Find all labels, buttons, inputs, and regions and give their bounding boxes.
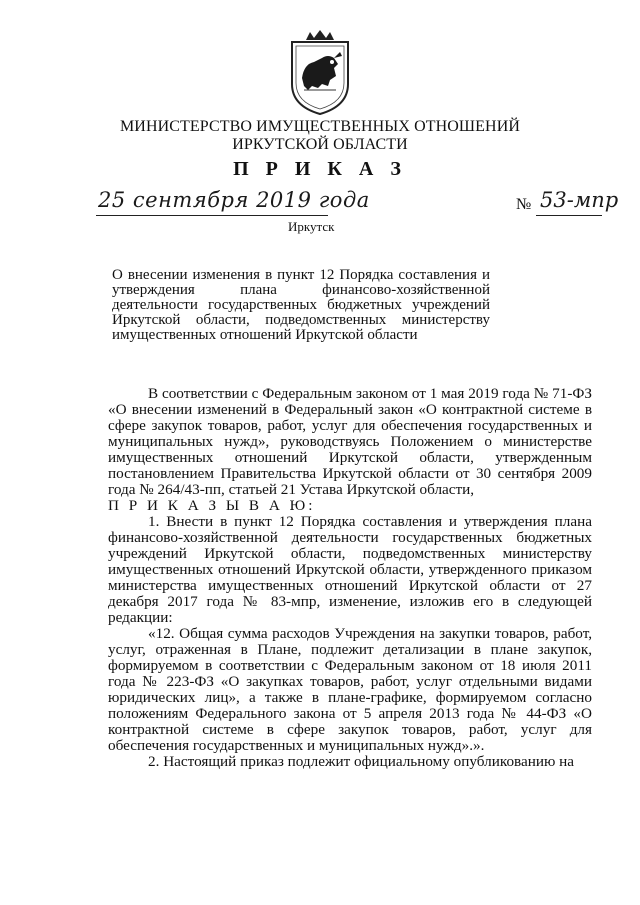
ministry-name-line2: ИРКУТСКОЙ ОБЛАСТИ bbox=[232, 136, 408, 153]
subject-line: Иркутской области, подведомственных министерству bbox=[112, 312, 490, 328]
quoted-amendment: «12. Общая сумма расходов Учреждения на закупки товаров, работ, услуг, отраженная в Плане, подлежит детализации в плане закупок, формируемом в соответствии с Федеральным законом от 18 июля 2011 года № 223-ФЗ «О закупках товаров, работ, услуг отдельными видами юридических лиц», а также в плане-графике, формируемом согласно положениям Федерального закона от 5 апреля 2013 года № 44-ФЗ «О контрактной системе в сфере закупок товаров, работ, услуг для обеспечения государственных и муниципальных нужд».». bbox=[108, 625, 592, 754]
coat-of-arms-emblem bbox=[284, 28, 356, 116]
number-sign: № bbox=[516, 196, 532, 213]
preamble-paragraph: В соответствии с Федеральным законом от 1 мая 2019 года № 71-ФЗ «О внесении изменений в Федеральный закон «О контрактной системе в сфере закупок товаров, работ, услуг для обеспечения государственных и муниципальных нужд», руководствуясь Положением о министерстве имущественных отношений Иркутской области, утвержденным постановлением Правительства Иркутской области от 30 сентября 2009 года № 264/43-пп, статьей 21 Устава Иркутской области, bbox=[108, 385, 592, 498]
subject-line: имущественных отношений Иркутской области bbox=[112, 327, 418, 343]
subject-line: утверждения плана финансово-хозяйственной bbox=[112, 282, 490, 298]
ministry-name-line1: МИНИСТЕРСТВО ИМУЩЕСТВЕННЫХ ОТНОШЕНИЙ bbox=[119, 118, 521, 135]
number-underline bbox=[536, 215, 602, 216]
order-subject bbox=[112, 268, 490, 343]
order-body bbox=[108, 386, 592, 770]
order-item-2: 2. Настоящий приказ подлежит официальному опубликованию на bbox=[148, 753, 575, 770]
subject-line: деятельности государственных бюджетных учреждений bbox=[112, 297, 490, 313]
subject-line: О внесении изменения в пункт 12 Порядка составления и bbox=[112, 267, 490, 283]
city-name: Иркутск bbox=[288, 219, 335, 234]
handwritten-date: 25 сентября 2019 года bbox=[98, 188, 370, 212]
order-keyword: П Р И К А З Ы В А Ю: bbox=[108, 497, 316, 514]
order-item-1: 1. Внести в пункт 12 Порядка составления и утверждения плана финансово-хозяйственной деятельности государственных бюджетных учреждений Иркутской области, подведомственных министерству имущественных отношений Иркутской области, утвержденного приказом министерства имущественных отношений Иркутской области от 27 декабря 2017 года № 83-мпр, изменение, изложив его в следующей редакции: bbox=[108, 513, 592, 626]
date-underline bbox=[96, 215, 328, 216]
document-type-title: П Р И К А З bbox=[233, 158, 407, 180]
handwritten-order-number: 53-мпр bbox=[540, 188, 619, 212]
